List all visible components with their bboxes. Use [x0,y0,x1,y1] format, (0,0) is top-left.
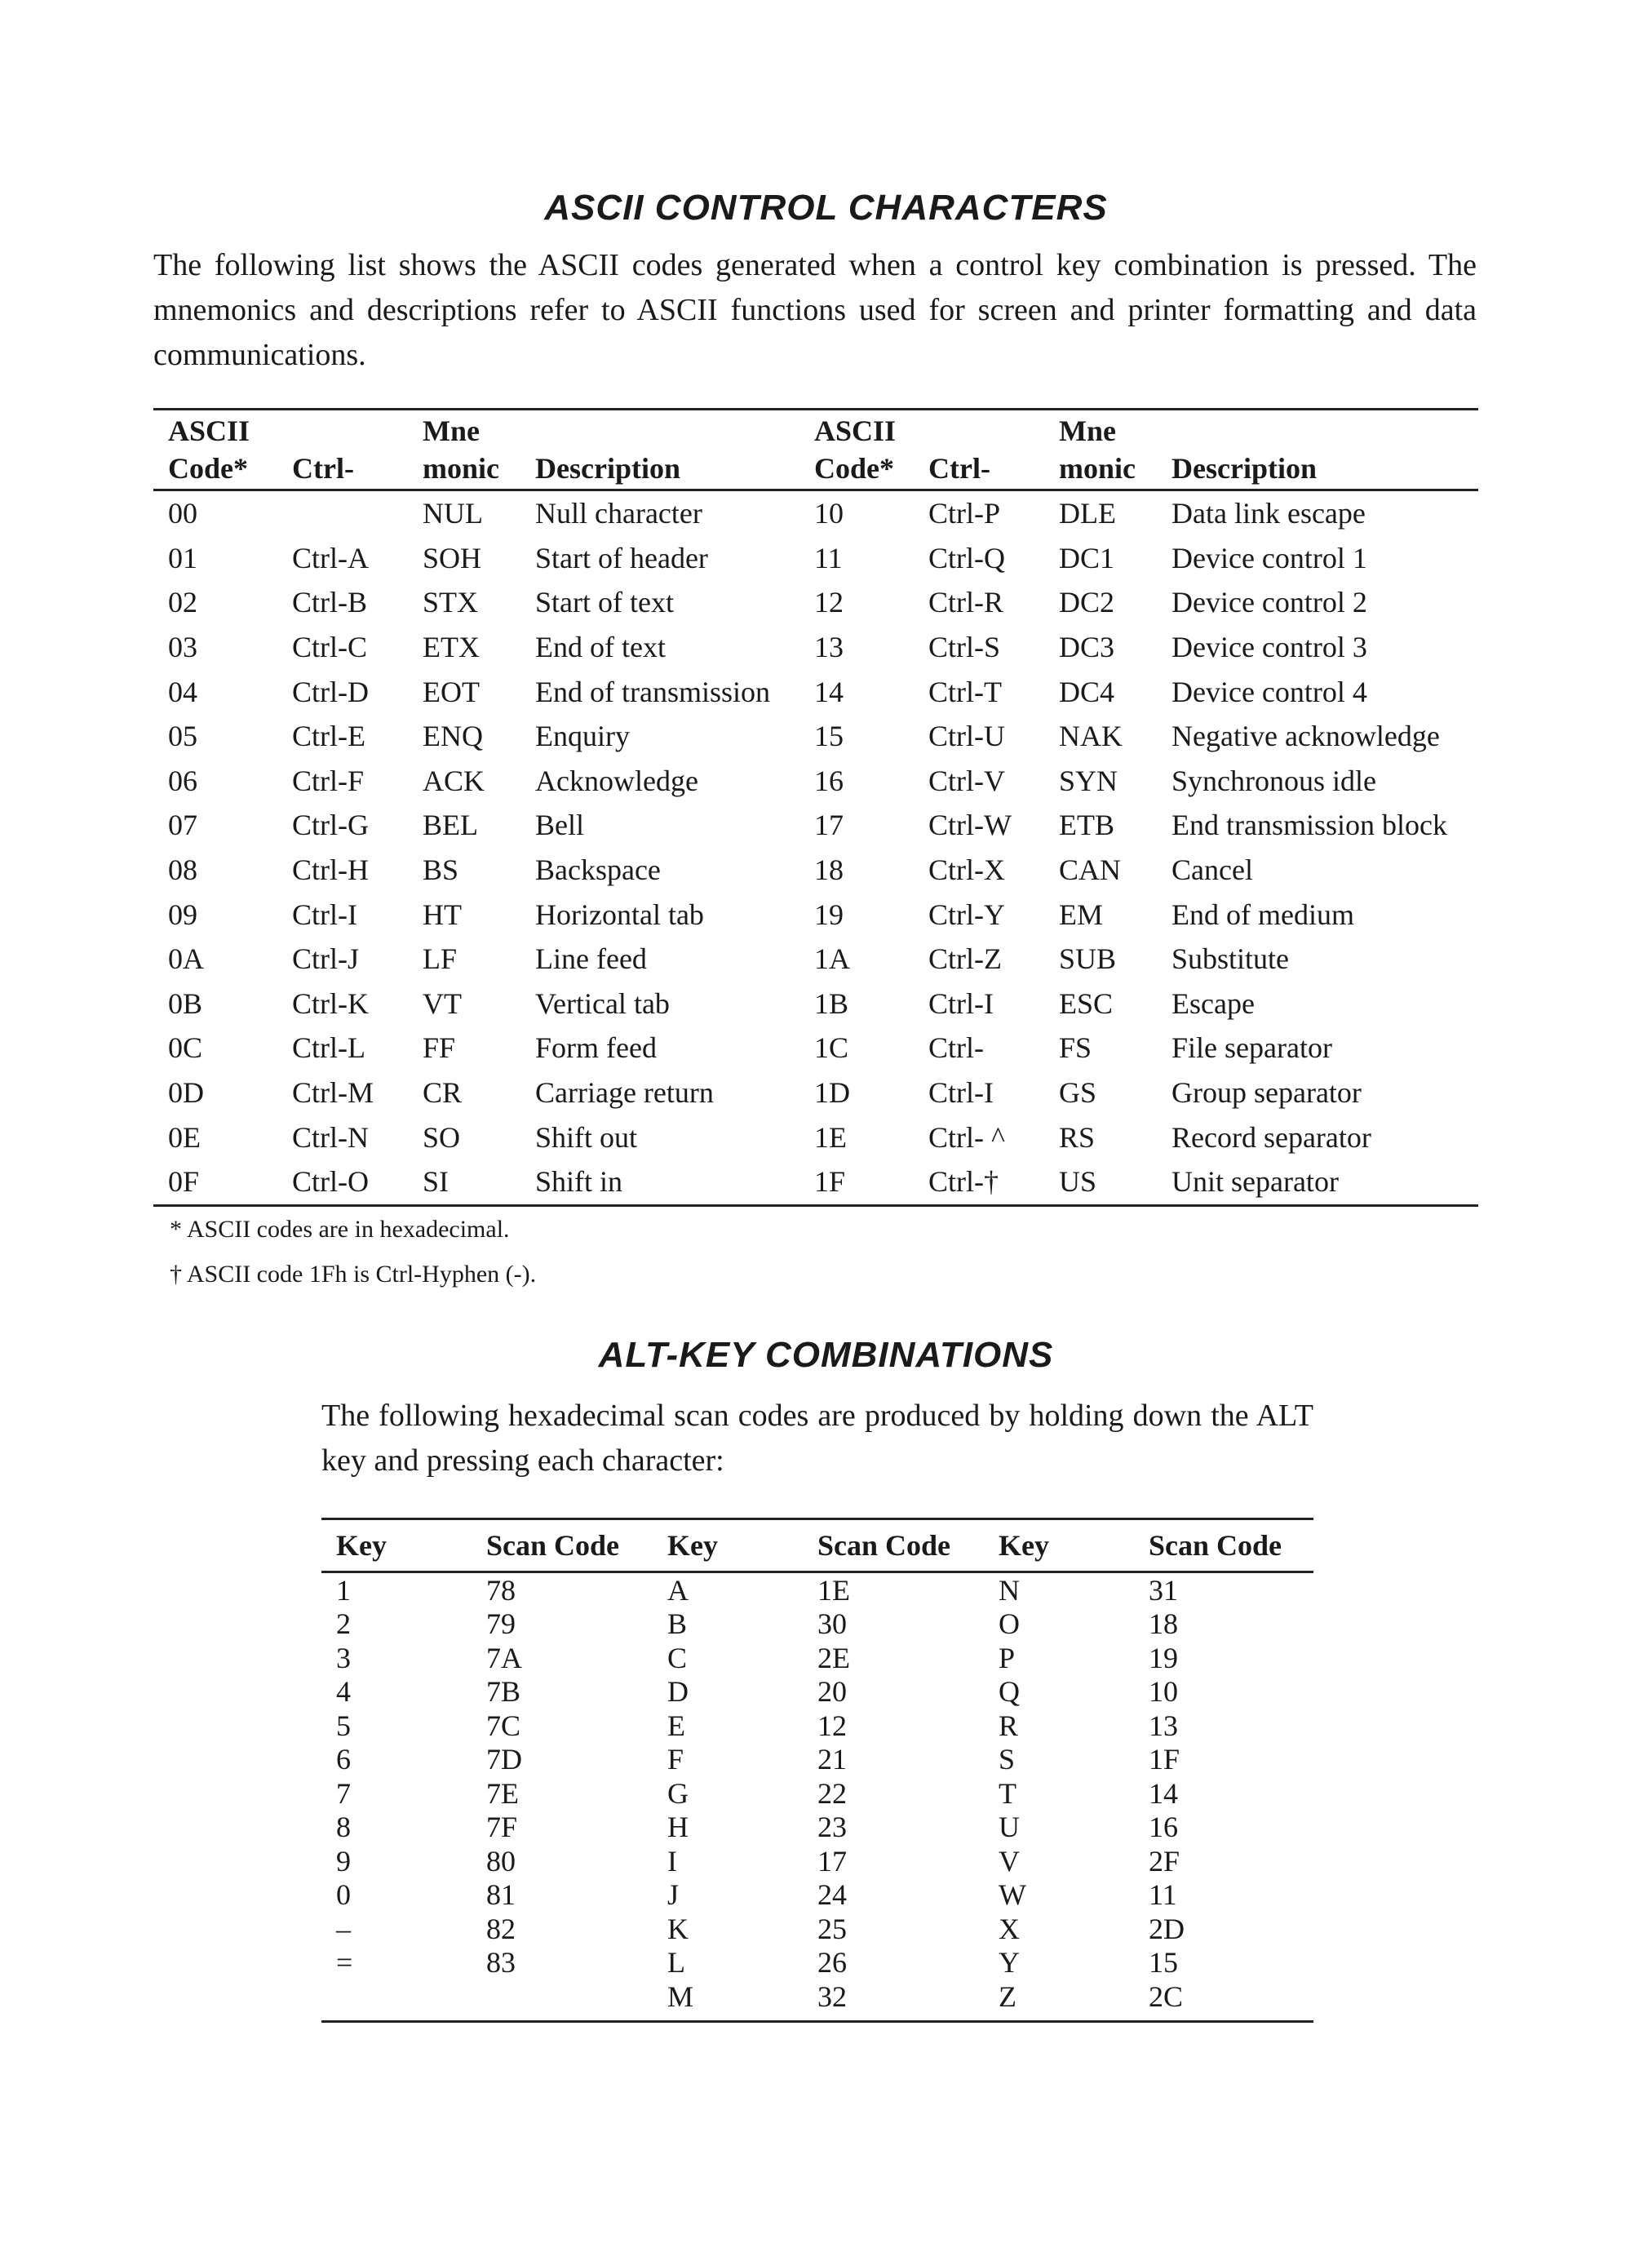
mnemonic-cell: SO [423,1120,461,1154]
scan-code-cell [472,1979,653,2021]
key-cell: C [667,1641,688,1674]
ctrl-key-cell: Ctrl-I [928,1076,994,1110]
ascii-code-cell: 12 [814,586,844,619]
ctrl-key-cell: Ctrl-Q [928,541,1005,574]
header-description: Description [1171,452,1317,485]
header-ctrl: Ctrl- [292,452,354,485]
mnemonic-cell: GS [1059,1076,1097,1110]
ascii-code-cell: 0B [168,986,203,1020]
key-cell: E [667,1709,685,1742]
mnemonic-cell: FF [423,1031,456,1065]
table-row [153,669,1478,714]
mnemonic-cell: ACK [423,764,485,797]
key-cell: N [999,1573,1020,1607]
ascii-code-cell: 01 [168,541,197,574]
scan-code-cell: 7E [486,1776,519,1810]
key-cell: X [999,1912,1020,1945]
scan-code-cell: 32 [817,1979,847,2013]
scan-code-cell: 26 [817,1946,847,1979]
scan-code-cell: 7C [486,1709,521,1742]
table-row [321,1811,1313,1845]
table-row [153,759,1478,804]
description-cell: Carriage return [535,1076,714,1110]
scan-code-cell: 80 [486,1844,516,1878]
mnemonic-cell: SYN [1059,764,1118,797]
mnemonic-cell: FS [1059,1031,1092,1065]
mnemonic-cell: LF [423,942,458,976]
scan-code-cell: 14 [1149,1776,1178,1810]
description-cell: Unit separator [1171,1165,1339,1199]
key-cell [321,1979,472,2021]
scan-code-cell: 7F [486,1811,518,1844]
ascii-control-table [153,408,1478,1207]
mnemonic-cell: EOT [423,675,480,708]
mnemonic-cell: CAN [1059,853,1122,887]
mnemonic-cell: ESC [1059,986,1114,1020]
ascii-code-cell: 06 [168,764,197,797]
key-cell: 4 [336,1675,351,1709]
ascii-code-cell: 15 [814,720,844,753]
ascii-code-cell: 0C [168,1031,203,1065]
table-row [321,1675,1313,1709]
mnemonic-cell: NUL [423,497,483,530]
table-row [321,1946,1313,1980]
description-cell: End of medium [1171,898,1354,931]
scan-code-cell: 2C [1149,1979,1184,2013]
description-cell: Group separator [1171,1076,1362,1110]
ascii-code-cell: 03 [168,631,197,664]
description-cell: Synchronous idle [1171,764,1376,797]
key-cell: V [999,1844,1020,1878]
table-row [153,490,1478,536]
scan-code-cell: 22 [817,1776,847,1810]
scan-code-cell: 15 [1149,1946,1178,1979]
table-row [153,625,1478,670]
description-cell: Escape [1171,986,1255,1020]
description-cell: Cancel [1171,853,1253,887]
table-row [153,892,1478,937]
key-cell: I [667,1844,677,1878]
ctrl-key-cell: Ctrl-A [292,541,369,574]
table-row [153,580,1478,625]
key-cell: B [667,1607,688,1641]
ctrl-key-cell: Ctrl-† [928,1165,999,1199]
scan-code-cell: 82 [486,1912,516,1945]
ascii-code-cell: 1B [814,986,849,1020]
ascii-code-cell: 14 [814,675,844,708]
table-row [153,1115,1478,1159]
scan-code-cell: 13 [1149,1709,1178,1742]
scan-code-cell: 17 [817,1844,847,1878]
scan-code-cell: 81 [486,1878,516,1912]
ctrl-key-cell: Ctrl-P [928,497,1001,530]
mnemonic-cell: BS [423,853,459,887]
ctrl-key-cell: Ctrl-N [292,1120,369,1154]
header-ascii-code: ASCII Code* [168,415,250,485]
scan-code-cell: 7A [486,1641,522,1674]
description-cell: Form feed [535,1031,657,1065]
scan-code-cell: 79 [486,1607,516,1641]
ascii-code-cell: 05 [168,720,197,753]
scan-code-cell: 25 [817,1912,847,1945]
table-row [321,1776,1313,1811]
table-row [153,714,1478,759]
header-key: Key [999,1529,1049,1562]
ctrl-key-cell: Ctrl-R [928,586,1004,619]
table-row [153,848,1478,893]
ctrl-key-cell: Ctrl-K [292,986,369,1020]
footnote-ctrl-hyphen: † ASCII code 1Fh is Ctrl-Hyphen (-). [170,1261,537,1288]
description-cell: Substitute [1171,942,1290,976]
key-cell: J [667,1878,680,1912]
ascii-code-cell: 18 [814,853,844,887]
ctrl-key-cell: Ctrl-U [928,720,1005,753]
mnemonic-cell: DC2 [1059,586,1115,619]
key-cell: 6 [336,1743,351,1776]
description-cell: Device control 3 [1171,631,1367,664]
ascii-code-cell: 1E [814,1120,847,1154]
mnemonic-cell: DC4 [1059,675,1115,708]
description-cell: Device control 2 [1171,586,1367,619]
ctrl-key-cell: Ctrl-V [928,764,1005,797]
ctrl-key-cell: Ctrl-D [292,675,369,708]
ascii-table-header [153,410,1478,490]
description-cell: End transmission block [1171,809,1447,842]
scan-code-cell: 12 [817,1709,847,1742]
key-cell: 8 [336,1811,351,1844]
table-row [321,1912,1313,1946]
scan-code-cell: 16 [1149,1811,1178,1844]
key-cell: = [336,1946,353,1979]
key-cell: 0 [336,1878,351,1912]
table-row [153,536,1478,581]
description-cell: Vertical tab [535,986,670,1020]
ascii-code-cell: 0F [168,1165,200,1199]
description-cell: Start of header [535,541,708,574]
mnemonic-cell: SI [423,1165,450,1199]
mnemonic-cell: ENQ [423,720,483,753]
mnemonic-cell: STX [423,586,479,619]
key-cell: S [999,1743,1016,1776]
mnemonic-cell: HT [423,898,462,931]
ctrl-key-cell: Ctrl-B [292,586,368,619]
table-row [321,1743,1313,1777]
ctrl-key-cell: Ctrl-F [292,764,365,797]
mnemonic-cell: DLE [1059,497,1116,530]
ascii-code-cell: 11 [814,541,843,574]
alt-intro-paragraph: The following hexadecimal scan codes are produced by holding down the ALT key and pressing each character: [321,1399,1313,1478]
ascii-code-cell: 00 [168,497,197,530]
scan-code-cell: 2E [817,1641,850,1674]
mnemonic-cell: SOH [423,541,482,574]
table-row [153,937,1478,982]
ctrl-key-cell: Ctrl-J [292,942,360,976]
key-cell: L [667,1946,685,1979]
table-row [321,1607,1313,1642]
key-cell: – [336,1912,351,1945]
alt-key-table [321,1518,1313,2023]
scan-code-cell: 1E [817,1573,850,1607]
key-cell: 7 [336,1776,351,1810]
header-mnemonic: Mne monic [423,415,499,485]
table-row [153,982,1478,1026]
scan-code-cell: 19 [1149,1641,1178,1674]
ascii-intro-paragraph: The following list shows the ASCII codes generated when a control key combination is pressed. The mnemonics and descriptions refer to ASCII functions used for screen and printer formatting and data communications. [153,248,1477,372]
alt-section-title: ALT-KEY COMBINATIONS [598,1335,1054,1375]
scan-code-cell: 2D [1149,1912,1185,1945]
table-row [153,1026,1478,1071]
mnemonic-cell: BEL [423,809,478,842]
description-cell: Shift out [535,1120,638,1154]
table-row [153,1071,1478,1115]
key-cell: Z [999,1979,1016,2013]
scan-code-cell: 78 [486,1573,516,1607]
ascii-code-cell: 07 [168,809,197,842]
scan-code-cell: 30 [817,1607,847,1641]
description-cell: Negative acknowledge [1171,720,1440,753]
mnemonic-cell: DC3 [1059,631,1115,664]
ctrl-key-cell: Ctrl- [928,1031,984,1065]
mnemonic-cell: NAK [1059,720,1123,753]
ascii-code-cell: 1D [814,1076,850,1110]
ascii-code-cell: 16 [814,764,844,797]
description-cell: Data link escape [1171,497,1366,530]
mnemonic-cell: VT [423,986,462,1020]
description-cell: Horizontal tab [535,898,704,931]
key-cell: K [667,1912,689,1945]
table-row [321,1844,1313,1878]
ascii-code-cell: 1C [814,1031,849,1065]
ascii-code-cell: 0E [168,1120,201,1154]
ascii-code-cell: 02 [168,586,197,619]
key-cell: 2 [336,1607,351,1641]
ascii-code-cell: 1F [814,1165,846,1199]
key-cell: 5 [336,1709,351,1742]
key-cell: M [667,1979,694,2013]
mnemonic-cell: EM [1059,898,1103,931]
header-key: Key [667,1529,718,1562]
ctrl-key-cell: Ctrl-G [292,809,369,842]
mnemonic-cell: DC1 [1059,541,1115,574]
ascii-code-cell: 0D [168,1076,204,1110]
header-key: Key [336,1529,387,1562]
ascii-code-cell: 04 [168,675,197,708]
header-ctrl: Ctrl- [928,452,990,485]
header-scan-code: Scan Code [817,1529,951,1562]
scan-code-cell: 31 [1149,1573,1178,1607]
ascii-code-cell: 0A [168,942,204,976]
key-cell: P [999,1641,1016,1674]
header-description: Description [535,452,680,485]
mnemonic-cell: US [1059,1165,1097,1199]
ctrl-key-cell: Ctrl-M [292,1076,374,1110]
ascii-code-cell: 10 [814,497,844,530]
ctrl-key-cell: Ctrl-L [292,1031,365,1065]
ctrl-key-cell: Ctrl-T [928,675,1002,708]
scan-code-cell: 24 [817,1878,847,1912]
key-cell: Y [999,1946,1020,1979]
ctrl-key-cell: Ctrl-X [928,853,1005,887]
key-cell: R [999,1709,1019,1742]
description-cell: Line feed [535,942,647,976]
scan-code-cell: 23 [817,1811,847,1844]
scan-code-cell: 21 [817,1743,847,1776]
ctrl-key-cell: Ctrl-O [292,1165,369,1199]
table-row [153,1159,1478,1205]
mnemonic-cell: SUB [1059,942,1117,976]
scan-code-cell: 83 [486,1946,516,1979]
table-row [321,1641,1313,1675]
key-cell: T [999,1776,1016,1810]
scan-code-cell: 7B [486,1675,521,1709]
scan-code-cell: 2F [1149,1844,1180,1878]
ctrl-key-cell: Ctrl-C [292,631,368,664]
header-scan-code: Scan Code [486,1529,620,1562]
key-cell: W [999,1878,1026,1912]
key-cell: A [667,1573,689,1607]
scan-code-cell: 1F [1149,1743,1180,1776]
table-row [153,803,1478,848]
description-cell: Shift in [535,1165,623,1199]
ascii-code-cell: 08 [168,853,197,887]
ctrl-key-cell: Ctrl-Z [928,942,1002,976]
mnemonic-cell: CR [423,1076,463,1110]
table-row [321,1709,1313,1743]
key-cell: F [667,1743,684,1776]
ctrl-key-cell: Ctrl- ^ [928,1120,1005,1154]
ctrl-key-cell: Ctrl-H [292,853,369,887]
key-cell: H [667,1811,689,1844]
scan-code-cell: 10 [1149,1675,1178,1709]
scan-code-cell: 20 [817,1675,847,1709]
table-row [321,1979,1313,2021]
key-cell: 1 [336,1573,351,1607]
description-cell: Record separator [1171,1120,1371,1154]
header-mnemonic: Mne monic [1059,415,1136,485]
description-cell: Enquiry [535,720,630,753]
scan-code-cell: 7D [486,1743,522,1776]
ctrl-key-cell: Ctrl-E [292,720,365,753]
ascii-section-title: ASCII CONTROL CHARACTERS [544,188,1108,228]
description-cell: Acknowledge [535,764,698,797]
ctrl-key-cell: Ctrl-I [928,986,994,1020]
key-cell: 3 [336,1641,351,1674]
key-cell: D [667,1675,689,1709]
ascii-code-cell: 13 [814,631,844,664]
header-scan-code: Scan Code [1149,1529,1282,1562]
description-cell: Device control 1 [1171,541,1367,574]
key-cell: O [999,1607,1020,1641]
scan-code-cell: 18 [1149,1607,1178,1641]
alt-table-header [321,1519,1313,1572]
description-cell: File separator [1171,1031,1332,1065]
ascii-code-cell: 19 [814,898,844,931]
ascii-code-cell: 1A [814,942,850,976]
ctrl-key-cell [277,490,408,536]
key-cell: Q [999,1675,1020,1709]
table-row [321,1878,1313,1913]
description-cell: Device control 4 [1171,675,1367,708]
key-cell: G [667,1776,689,1810]
mnemonic-cell: ETB [1059,809,1114,842]
mnemonic-cell: RS [1059,1120,1096,1154]
table-row [321,1572,1313,1607]
ascii-code-cell: 17 [814,809,844,842]
description-cell: Backspace [535,853,661,887]
mnemonic-cell: ETX [423,631,480,664]
scan-code-cell: 11 [1149,1878,1177,1912]
ctrl-key-cell: Ctrl-I [292,898,357,931]
ctrl-key-cell: Ctrl-W [928,809,1012,842]
ctrl-key-cell: Ctrl-Y [928,898,1005,931]
footnote-hexadecimal: * ASCII codes are in hexadecimal. [170,1216,510,1243]
description-cell: Null character [535,497,702,530]
description-cell: Start of text [535,586,674,619]
description-cell: Bell [535,809,584,842]
key-cell: 9 [336,1844,351,1878]
ascii-code-cell: 09 [168,898,197,931]
description-cell: End of transmission [535,675,770,708]
key-cell: U [999,1811,1020,1844]
ctrl-key-cell: Ctrl-S [928,631,1001,664]
description-cell: End of text [535,631,666,664]
header-ascii-code: ASCII Code* [814,415,897,485]
